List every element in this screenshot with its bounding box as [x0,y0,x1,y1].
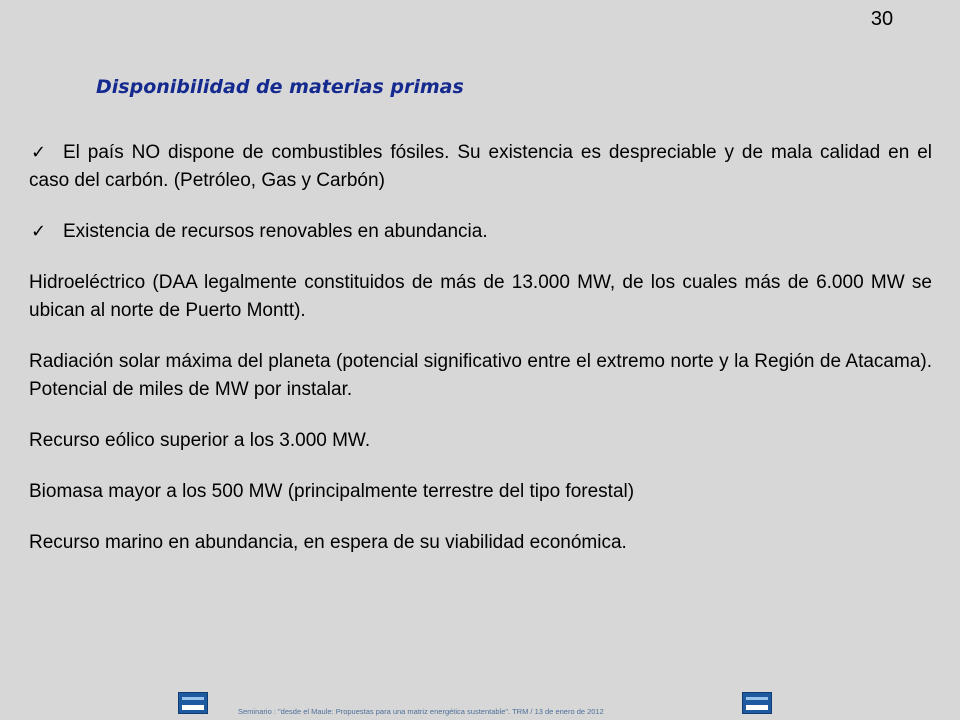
bullet-item [29,139,932,195]
paragraph-solar: Radiación solar máxima del planeta (potencial significativo entre el extremo norte y la Región de Atacama). Potencial de miles de MW por instalar. [29,351,932,400]
check-mark-icon: ✓ [31,221,47,242]
paragraph-marine: Recurso marino en abundancia, en espera de su viabilidad económica. [29,532,627,553]
paragraph-text: El país NO dispone de combustibles fósiles. Su existencia es despreciable y de mala calidad en el caso del carbón. (Petróleo, Gas y Carbón) [29,142,932,191]
paragraph-wind: Recurso eólico superior a los 3.000 MW. [29,430,371,451]
energia-logo-icon [742,692,772,714]
bullet-item [29,218,932,246]
paragraph-text: Existencia de recursos renovables en abundancia. [63,221,488,242]
energia-logo-icon [178,692,208,714]
paragraph-biomass: Biomasa mayor a los 500 MW (principalmente terrestre del tipo forestal) [29,481,635,502]
slide-content [29,139,932,580]
paragraph-hydro: Hidroeléctrico (DAA legalmente constituidos de más de 13.000 MW, de los cuales más de 6.000 MW se ubican al norte de Puerto Montt). [29,272,932,321]
footer [0,688,960,720]
page-number: 30 [870,8,894,30]
footer-text: Seminario : "desde el Maule: Propuestas para una matriz energética sustentable". TRM / 13 de enero de 2012 [238,707,604,716]
slide-title: Disponibilidad de materias primas [96,76,464,98]
check-mark-icon: ✓ [31,142,47,163]
